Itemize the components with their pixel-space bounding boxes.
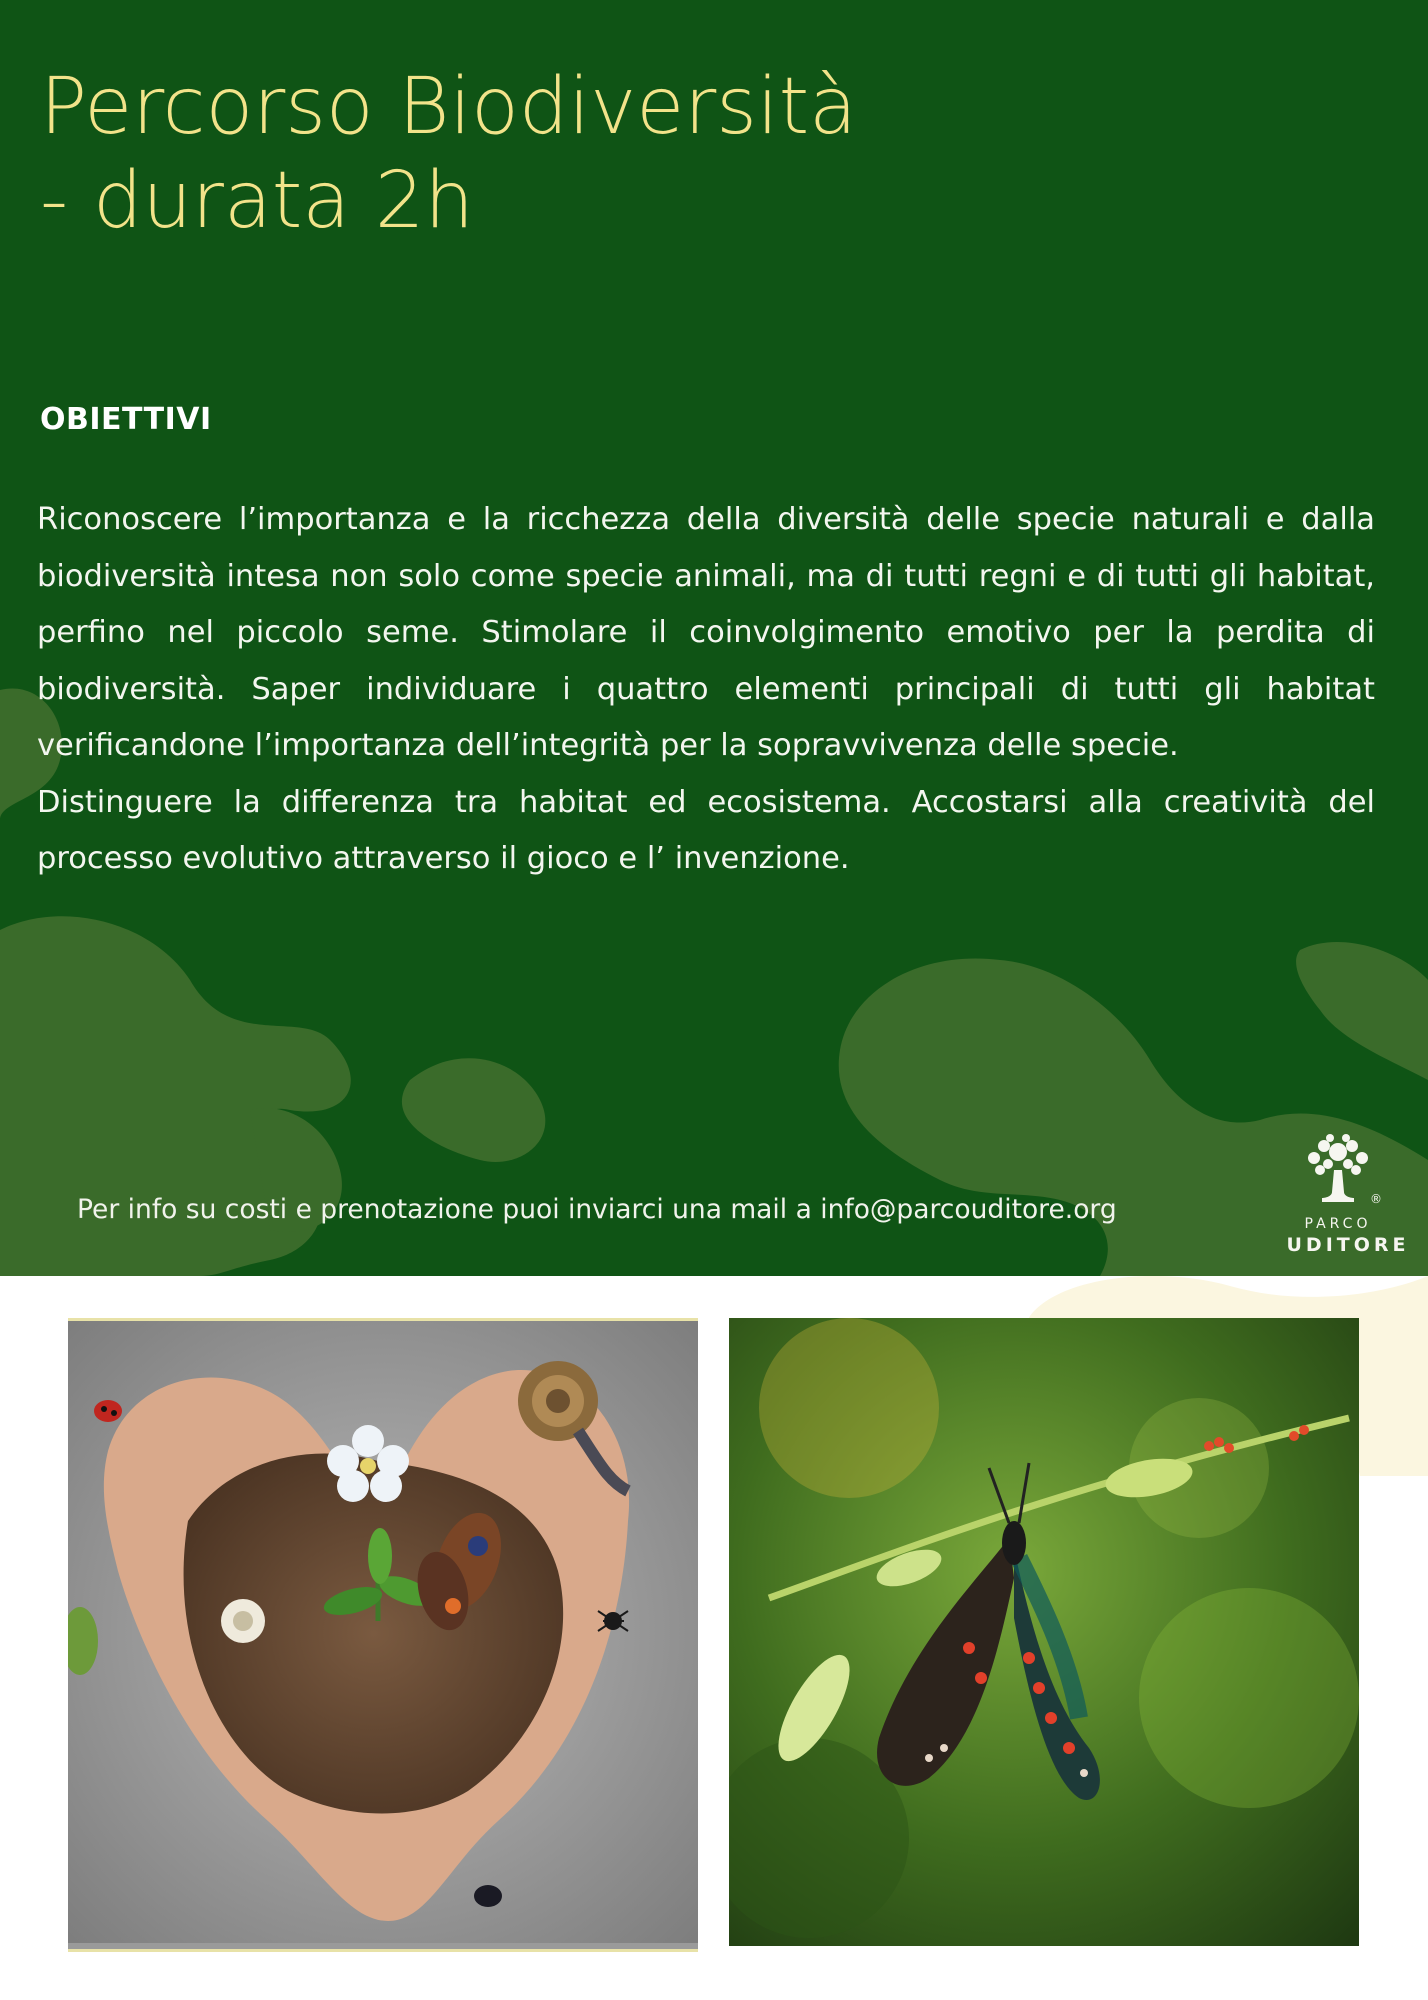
logo-text-parco: PARCO bbox=[1304, 1216, 1372, 1232]
butterfly-image bbox=[729, 1318, 1359, 1946]
section-body bbox=[37, 492, 1375, 888]
photo-butterfly bbox=[729, 1318, 1359, 1946]
body-paragraph-1: Riconoscere l’importanza e la ricchezza della diversità delle specie naturali e dalla biodiversità intesa non solo come specie animali, ma di tutti regni e di tutti gli habitat, perfino nel piccolo seme. Stimolare il coinvolgimento emotivo per la perdita di biodiversità. Saper individuare i quattro elementi principali di tutti gli habitat verificandone l’importanza dell’integrità per la sopravvivenza delle specie. bbox=[37, 502, 1375, 763]
beetle-icon bbox=[474, 1885, 502, 1907]
registered-mark: ® bbox=[1370, 1192, 1382, 1206]
ladybug-icon bbox=[94, 1400, 122, 1422]
parco-uditore-logo bbox=[1268, 1130, 1428, 1260]
hands-soil-image bbox=[68, 1321, 698, 1943]
small-snail-icon bbox=[221, 1599, 265, 1643]
body-paragraph-2: Distinguere la differenza tra habitat ed ecosistema. Accostarsi alla creatività del processo evolutivo attraverso il gioco e l’ invenzione. bbox=[37, 784, 1375, 876]
tree-logo-icon bbox=[1298, 1130, 1378, 1210]
title-line-2: - durata 2h bbox=[40, 156, 474, 246]
photo-hands-soil bbox=[68, 1318, 698, 1952]
logo-text-uditore: UDITORE bbox=[1286, 1234, 1410, 1256]
title-line-1: Percorso Biodiversità bbox=[40, 62, 857, 152]
page-title bbox=[40, 60, 1140, 248]
section-heading: OBIETTIVI bbox=[40, 402, 212, 437]
contact-info: Per info su costi e prenotazione puoi inviarci una mail a info@parcouditore.org bbox=[77, 1194, 1117, 1225]
